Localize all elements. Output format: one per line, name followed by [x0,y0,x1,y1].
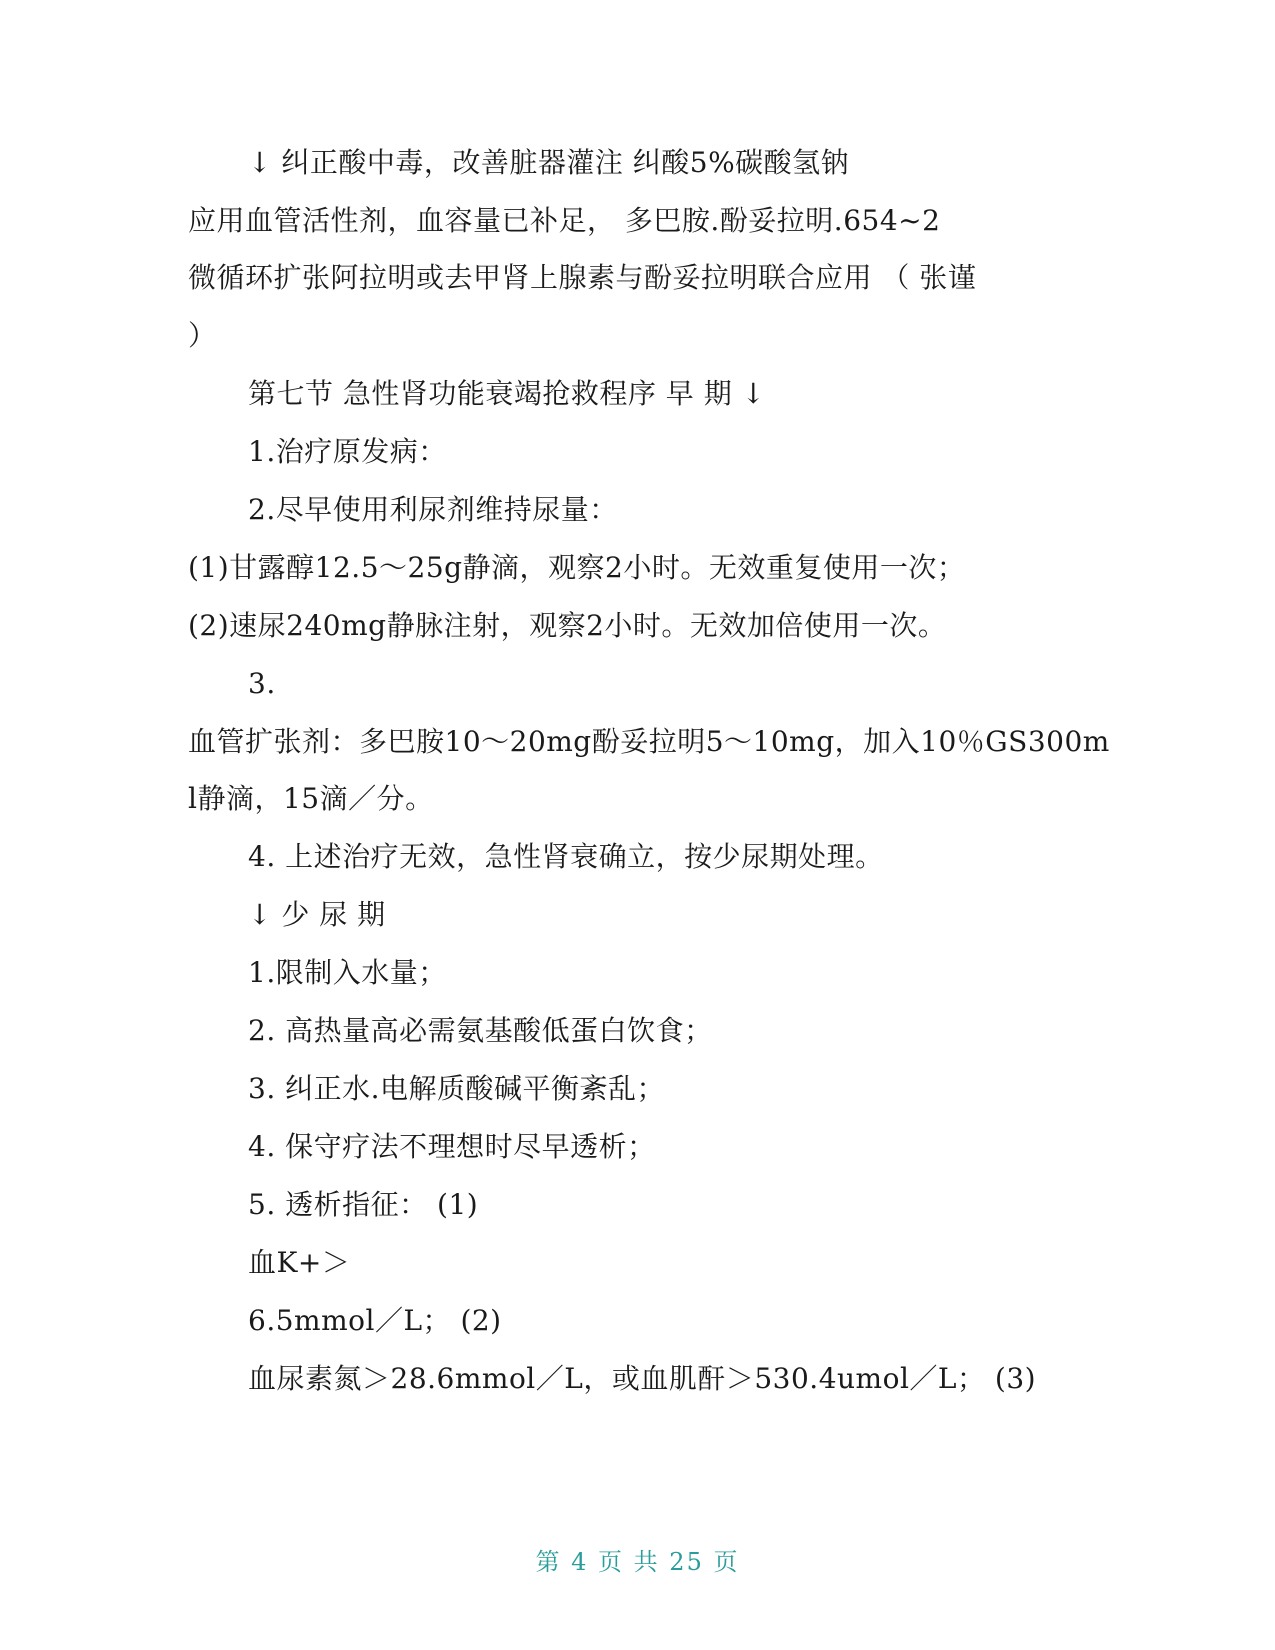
text-line-9: (2)速尿240mg静脉注射，观察2小时。无效加倍使用一次。 [188,609,947,642]
text-line-15: 1.限制入水量； [248,956,447,989]
text-line-7: 2.尽早使用利尿剂维持尿量： [248,493,618,526]
page-number-footer: 第 4 页 共 25 页 [535,1548,740,1576]
text-line-4: ） [188,319,217,352]
text-line-20: 血K+＞ [248,1246,351,1279]
text-line-3: 微循环扩张阿拉明或去甲肾上腺素与酚妥拉明联合应用 （ 张谨 [188,261,977,294]
subheading-oliguria: ↓ 少 尿 期 [248,898,386,931]
text-line-6: 1.治疗原发病： [248,435,447,468]
text-line-16: 2. 高热量高必需氨基酸低蛋白饮食； [248,1014,713,1047]
text-line-1: ↓ 纠正酸中毒，改善脏器灌注 纠酸5%碳酸氢钠 [248,146,850,179]
text-line-8: (1)甘露醇12.5～25g静滴，观察2小时。无效重复使用一次； [188,551,966,584]
text-line-12: l静滴，15滴／分。 [188,782,434,815]
text-line-18: 4. 保守疗法不理想时尽早透析； [248,1130,656,1163]
text-line-2: 应用血管活性剂，血容量已补足， 多巴胺.酚妥拉明.654~2 [188,204,941,237]
text-line-17: 3. 纠正水.电解质酸碱平衡紊乱； [248,1072,666,1105]
text-line-13: 4. 上述治疗无效，急性肾衰确立，按少尿期处理。 [248,840,884,873]
text-line-10: 3. [248,667,276,700]
text-line-11: 血管扩张剂：多巴胺10～20mg酚妥拉明5～10mg，加入10％GS300m [188,725,1110,758]
text-line-22: 血尿素氮＞28.6mmol／L，或血肌酐＞530.4umol／L； (3) [248,1362,1037,1395]
text-line-21: 6.5mmol／L； (2) [248,1304,502,1337]
text-line-19: 5. 透析指征： (1) [248,1188,479,1221]
section-heading: 第七节 急性肾功能衰竭抢救程序 早 期 ↓ [248,377,766,410]
